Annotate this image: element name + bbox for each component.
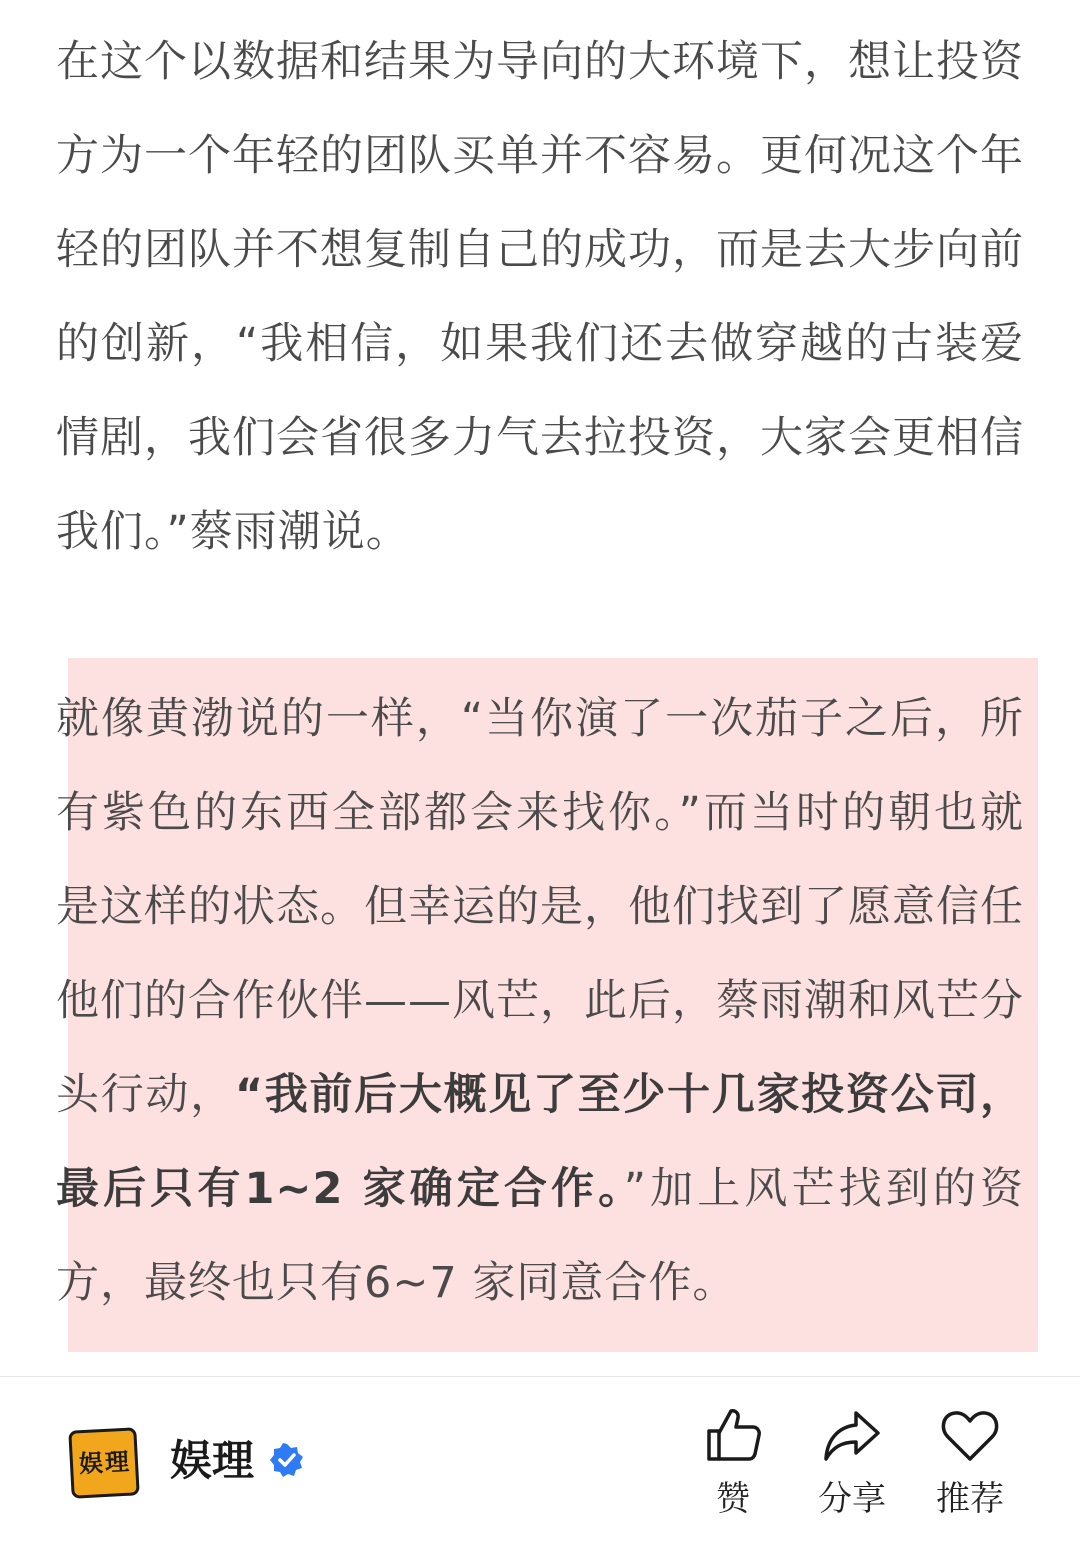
recommend-button[interactable]	[915, 1405, 1025, 1535]
like-button[interactable]	[678, 1405, 788, 1535]
article-paragraph-highlighted	[56, 672, 1024, 1330]
article-paragraph: 在这个以数据和结果为导向的大环境下，想让投资方为一个年轻的团队买单并不容易。更何况这个年轻的团队并不想复制自己的成功，而是去大步向前的创新，“我相信，如果我们还去做穿越的古装爱情剧，我们会省很多力气去拉投资，大家会更相信我们。”蔡雨潮说。	[56, 37, 1024, 557]
avatar-char: 娱	[78, 1449, 104, 1479]
verified-badge-icon	[270, 1443, 304, 1477]
thumbs-up-icon	[703, 1405, 763, 1465]
heart-icon	[940, 1405, 1000, 1465]
like-label: 赞	[716, 1479, 750, 1519]
article-footer-bar	[0, 1377, 1080, 1556]
avatar-char: 理	[104, 1447, 130, 1477]
author-avatar[interactable]	[68, 1427, 139, 1498]
share-button[interactable]	[797, 1405, 907, 1535]
share-label: 分享	[818, 1479, 886, 1519]
author-name[interactable]: 娱理	[170, 1436, 255, 1485]
share-arrow-icon	[822, 1405, 882, 1465]
recommend-label: 推荐	[936, 1479, 1004, 1519]
paragraph-text: ”加上风芒找到的资方，最终也只有6~7 家同意合作。	[56, 1164, 1024, 1308]
paragraph-text: 就像黄渤说的一样，“当你演了一次茄子之后，所有紫色的东西全部都会来找你。”而当时的朝也就是这样的状态。但幸运的是，他们找到了愿意信任他们的合作伙伴——风芒，此后，蔡雨潮和风芒分头行动，	[56, 694, 1024, 1120]
bold-quote: “我前后大概见了至少十几家投资公司，最后只有1~2 家确定合作。	[56, 1070, 1025, 1214]
